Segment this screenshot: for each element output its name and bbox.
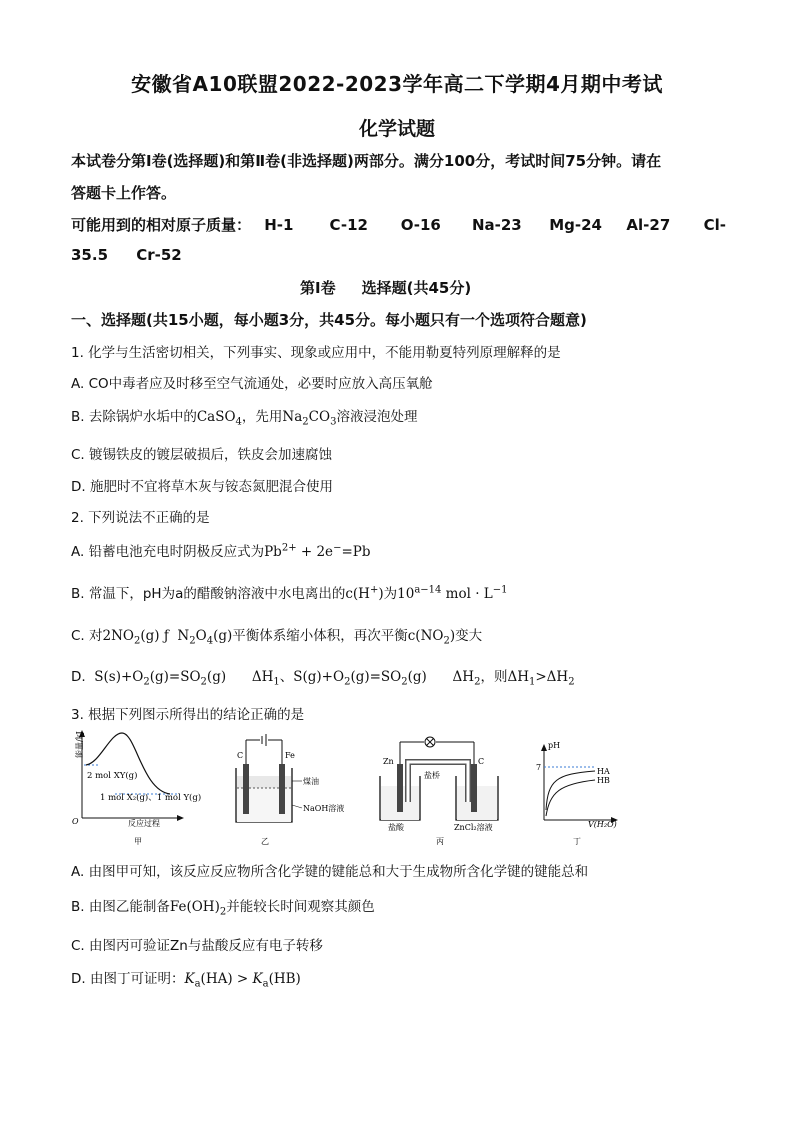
- q1-b-post: 溶液浸泡处理: [336, 409, 418, 425]
- mass-h: H-1: [264, 216, 294, 234]
- ding-seven: 7: [536, 763, 542, 772]
- mass-cr: Cr-52: [136, 246, 182, 264]
- ding-ylabel: pH: [548, 741, 561, 750]
- yi-right: Fe: [285, 751, 295, 760]
- mass-mg: Mg-24: [549, 216, 602, 234]
- atomic-mass-line-2: [71, 246, 182, 264]
- q2-a-text: A. 铅蓄电池充电时阴极反应式为: [71, 544, 265, 560]
- page-title: 安徽省A10联盟2022-2023学年高二下学期4月期中考试: [131, 72, 663, 96]
- jia-xlabel: 反应过程: [128, 819, 160, 828]
- q1-b-text: B. 去除锅炉水垢中的: [71, 409, 197, 425]
- q2-option-a: A. 铅蓄电池充电时阴极反应式为$Pb^{2+} + 2e^-=Pb$: [71, 542, 371, 560]
- q3-figures: [70, 728, 630, 848]
- mass-c: C-12: [329, 216, 368, 234]
- q2-c-mid: 平衡体系缩小体积，再次平衡: [232, 628, 408, 644]
- figure-ding: [536, 741, 618, 846]
- bing-left-solution: 盐酸: [388, 823, 404, 832]
- q3-stem: 3. 根据下列图示所得出的结论正确的是: [71, 707, 305, 723]
- page-subtitle: 化学试题: [358, 118, 435, 140]
- figure-bing: [380, 737, 498, 846]
- atomic-mass-line: [71, 214, 726, 235]
- yi-oil: 煤油: [303, 777, 319, 786]
- ding-caption: 丁: [573, 837, 581, 846]
- q2-d-label: D.: [71, 669, 86, 685]
- q3-option-a: A. 由图甲可知，该反应反应物所含化学键的键能总和大于生成物所含化学键的键能总和: [71, 864, 589, 880]
- q3-option-c: C. 由图丙可验证Zn与盐酸反应有电子转移: [71, 938, 323, 954]
- mass-al: Al-27: [626, 216, 671, 234]
- figure-yi: [236, 734, 344, 846]
- jia-top-label: 2 mol XY(g): [87, 771, 138, 781]
- jia-bottom-label: 1 mol X₂(g)、1 mol Y(g): [100, 793, 202, 803]
- intro-line-1: 本试卷分第Ⅰ卷(选择题)和第Ⅱ卷(非选择题)两部分。满分100分，考试时间75分钟。请在: [71, 152, 662, 170]
- q1-option-a: A. CO中毒者应及时移至空气流通处，必要时应放入高压氧舱: [71, 376, 433, 392]
- bing-right-solution: ZnCl₂溶液: [454, 823, 493, 832]
- q1-stem: 1. 化学与生活密切相关，下列事实、现象或应用中，不能用勒夏特列原理解释的是: [71, 345, 561, 361]
- q3-option-d: D. 由图丁可证明：$K_a(HA) > K_a(HB)$: [71, 971, 301, 990]
- q2-d-post: ，则: [480, 669, 508, 685]
- ding-hb: HB: [597, 776, 610, 785]
- q1-option-b: B. 去除锅炉水垢中的CaSO$_4$，先用$Na_2CO_3$溶液浸泡处理: [71, 409, 418, 428]
- q2-c-text: C. 对: [71, 628, 103, 644]
- yi-left: C: [237, 751, 244, 760]
- part1-label: 第Ⅰ卷: [300, 279, 336, 297]
- mass-cl-value: 35.5: [71, 246, 109, 264]
- q3-option-b: B. 由图乙能制备$Fe(OH)_2$并能较长时间观察其颜色: [71, 899, 375, 918]
- q2-option-c: C. 对$2NO_2(g)$ ƒ $N_2O_4(g)$平衡体系缩小体积，再次平衡$c(NO_2)$变大: [71, 628, 483, 647]
- yi-caption: 乙: [261, 837, 269, 846]
- mass-o: O-16: [400, 216, 441, 234]
- ding-ha: HA: [597, 767, 610, 776]
- intro-line-2: 答题卡上作答。: [71, 184, 177, 202]
- mass-na: Na-23: [471, 216, 522, 234]
- q2-b-mid: 为: [383, 586, 398, 602]
- q2-c-post: 变大: [455, 628, 483, 644]
- q2-option-b: B. 常温下，pH为a的醋酸钠溶液中水电离出的c(H+)为$10^{a-14}$ mol · $L^{-1}$: [71, 584, 508, 602]
- q3-d-text: D. 由图丁可证明：: [71, 971, 185, 987]
- part1-sub: 选择题(共45分): [361, 279, 472, 297]
- q2-option-d: D. $S(s)+O_2(g)=SO_2(g)$ $\Delta H_1$、$S(g)+O_2(g)=SO_2(g)$ $\Delta H_2$，则$\Delta H_1>\Delta H_2$: [71, 669, 575, 688]
- jia-caption: 甲: [134, 837, 142, 846]
- bing-bridge: 盐桥: [424, 771, 440, 780]
- q3-b-text: B. 由图乙能制备: [71, 899, 170, 915]
- section-1-heading: 一、选择题(共15小题，每小题3分，共45分。每小题只有一个选项符合题意): [71, 311, 587, 329]
- part1-title: [300, 277, 471, 298]
- q1-option-d: D. 施肥时不宜将草木灰与铵态氮肥混合使用: [71, 479, 333, 495]
- bing-caption: 丙: [436, 837, 444, 846]
- q1-b-mid: ，先用: [241, 409, 283, 425]
- yi-solution: NaOH溶液: [303, 804, 345, 813]
- bing-left: Zn: [383, 757, 394, 766]
- jia-origin: O: [72, 817, 79, 826]
- figure-jia: [72, 730, 201, 846]
- q3-b-post: 并能较长时间观察其颜色: [226, 899, 375, 915]
- bing-right: C: [478, 757, 485, 766]
- q2-stem: 2. 下列说法不正确的是: [71, 510, 210, 526]
- jia-ylabel: 能量/kJ: [75, 731, 84, 758]
- atomic-mass-label: 可能用到的相对原子质量：: [71, 216, 252, 234]
- q2-b-text: B. 常温下，pH为a的醋酸钠溶液中水电离出的: [71, 586, 346, 602]
- mass-cl: Cl-: [703, 216, 727, 234]
- q1-option-c: C. 镀锡铁皮的镀层破损后，铁皮会加速腐蚀: [71, 447, 333, 463]
- ding-xlabel: V(H₂O): [588, 820, 617, 829]
